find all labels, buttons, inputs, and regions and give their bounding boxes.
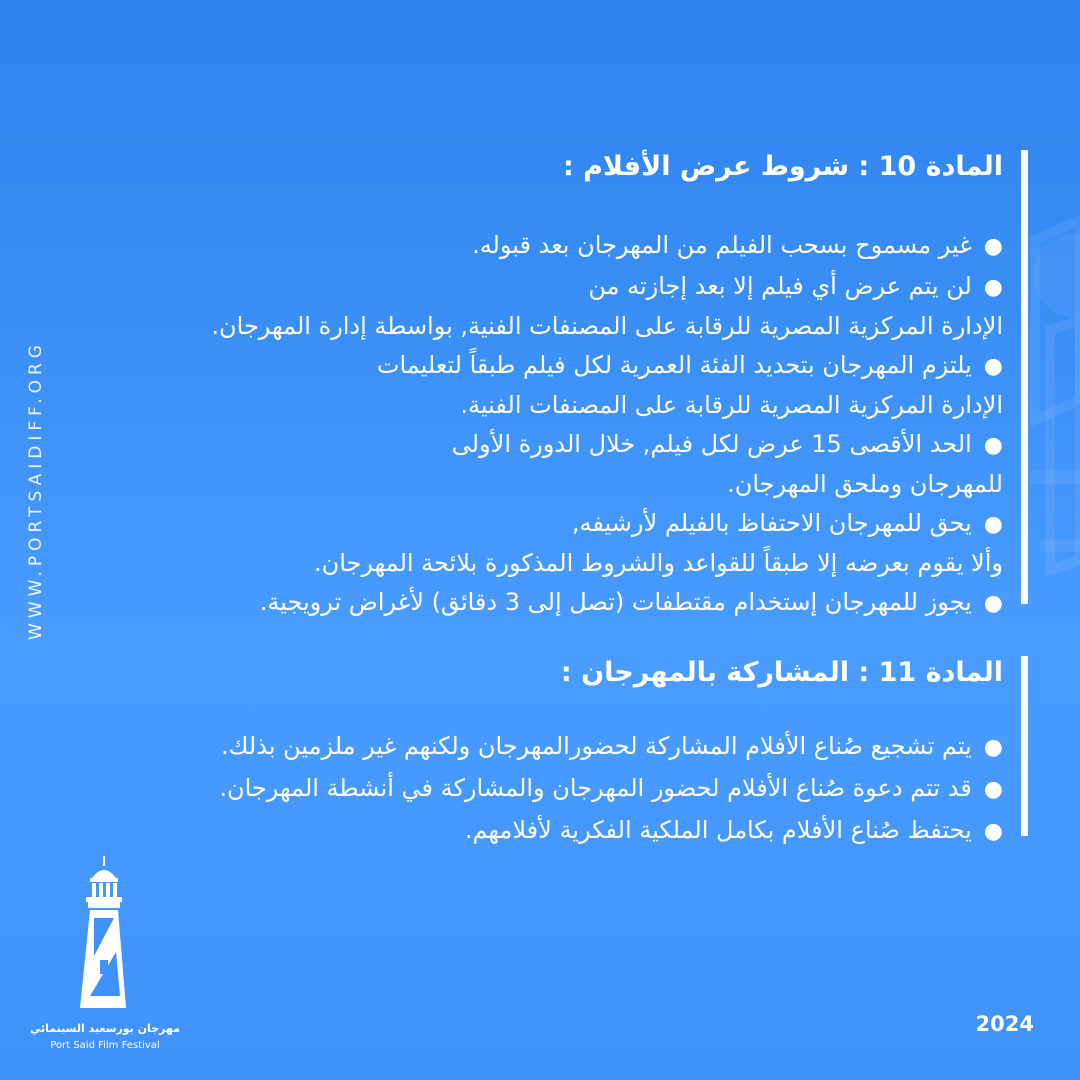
lighthouse-icon [60,856,150,1016]
bullet-icon: ● [983,432,1003,458]
website-url[interactable]: WWW.PORTSAIDIFF.ORG [26,340,46,640]
list-item [211,583,1003,624]
list-item [219,810,1003,852]
item-text: يلتزم المهرجان بتحديد الفئة العمرية لكل فيلم طبقاً لتعليمات [376,350,972,379]
bullet-icon: ● [983,234,1003,259]
logo-arabic-name: مهرجان بورسعيد السينمائي [29,1022,180,1035]
item-text: قد تتم دعوة صُناع الأفلام لحضور المهرجان والمشاركة في أنشطة المهرجان. [219,774,972,802]
bullet-icon: ● [983,353,1003,379]
article-11-section [219,656,1028,844]
bullet-icon: ● [983,735,1003,760]
bullet-icon: ● [983,511,1003,537]
item-text: الحد الأقصى 15 عرض لكل فيلم, خلال الدورة الأولى [451,429,972,458]
list-item [211,425,1003,504]
item-text-continued: للمهرجان وملحق المهرجان. [727,470,1003,498]
item-text-continued: وألا يقوم بعرضه إلا طبقاً للقواعد والشروط المذكورة بلائحة المهرجان. [313,549,1003,577]
bullet-icon: ● [983,274,1003,300]
year-label: 2024 [975,1012,1034,1036]
item-text: يتم تشجيع صُناع الأفلام المشاركة لحضورالمهرجان ولكنهم غير ملزمين بذلك. [221,732,972,760]
item-text-continued: الإدارة المركزية المصرية للرقابة على المصنفات الفنية. [460,391,1003,419]
list-item [211,504,1003,583]
item-text-continued: الإدارة المركزية المصرية للرقابة على المصنفات الفنية, بواسطة إدارة المهرجان. [211,312,1003,340]
article-10-section [211,150,1028,616]
item-text: غير مسموح بسحب الفيلم من المهرجان بعد قبوله. [472,231,972,259]
list-item [219,768,1003,810]
festival-logo [30,856,180,1061]
item-text: لن يتم عرض أي فيلم إلا بعد إجازته من [588,271,972,300]
list-item [211,267,1003,346]
article-10-list [211,226,1003,623]
list-item [219,726,1003,768]
list-item [211,346,1003,425]
item-text: يحق للمهرجان الاحتفاظ بالفيلم لأرشيفه, [571,508,972,537]
item-text: يجوز للمهرجان إستخدام مقتطفات (تصل إلى 3 دقائق) لأغراض ترويجية. [259,587,972,616]
item-text: يحتفظ صُناع الأفلام بكامل الملكية الفكرية لأفلامهم. [464,816,972,844]
article-10-heading: المادة 10 : شروط عرض الأفلام : [562,151,1003,182]
bullet-icon: ● [983,590,1003,616]
logo-english-name: Port Said Film Festival [50,1040,160,1051]
bullet-icon: ● [983,777,1003,802]
article-11-heading: المادة 11 : المشاركة بالمهرجان : [560,657,1003,688]
article-11-list [219,726,1003,852]
bullet-icon: ● [983,819,1003,844]
list-item [211,226,1003,267]
